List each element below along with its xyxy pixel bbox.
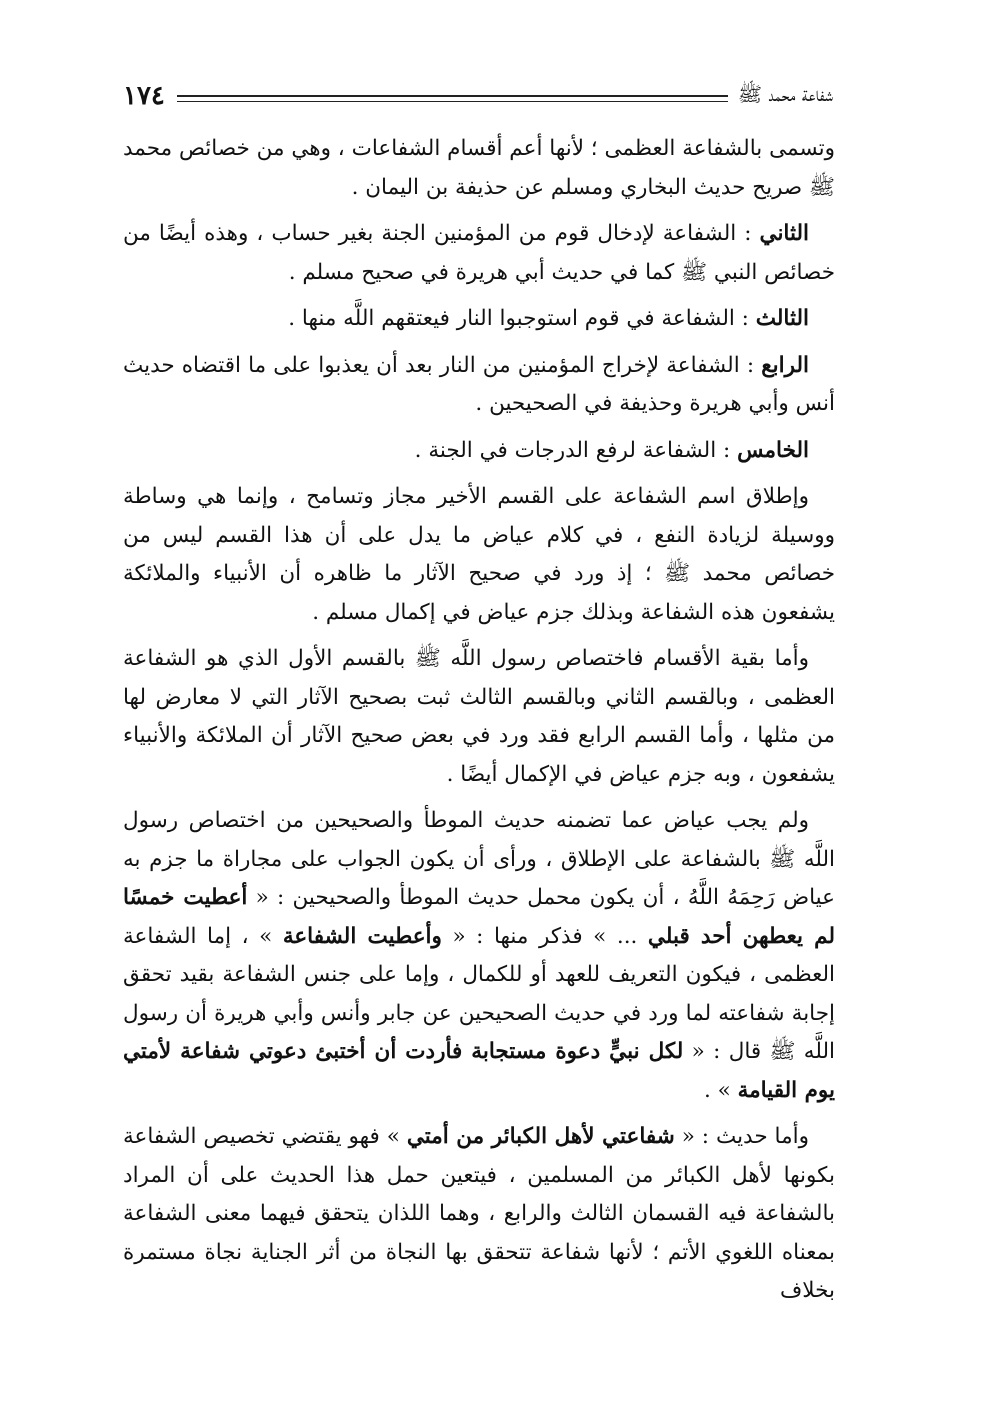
hadith-quote-1: أعطيت خمسًا لم يعطهن أحد قبلي — [123, 885, 835, 949]
paragraph-4-label: الرابع — [761, 352, 809, 378]
page-number: ١٧٤ — [123, 81, 165, 111]
paragraph-9-text-1: وأما حديث : « — [674, 1124, 809, 1149]
paragraph-5 — [123, 432, 835, 471]
paragraph-8 — [123, 802, 835, 1110]
paragraph-9-text-2: » فهو يقتضي تخصيص الشفاعة بكونها لأهل الكبائر من المسلمين ، فيتعين حمل هذا الحديث على أن المراد بالشفاعة فيه القسمان الثالث والرابع ، وهما اللذان يتحقق فيهما معنى الشفاعة بمعناه اللغوي الأتم ؛ لأنها شفاعة تتحقق بها النجاة من أثر الجناية نجاة مستمرة بخلاف — [123, 1124, 835, 1303]
hadith-quote-2: وأعطيت الشفاعة — [282, 923, 442, 949]
paragraph-3 — [123, 300, 835, 339]
paragraph-4 — [123, 347, 835, 424]
paragraph-8-text-3: » ، إما الشفاعة العظمى ، فيكون التعريف للعهد أو للكمال ، وإما على جنس الشفاعة بقيد تحقق إجابة شفاعته لما ورد في حديث الصحيحين عن جابر وأنس وأبي هريرة أن رسول اللَّه ﷺ قال : « — [123, 923, 835, 1064]
paragraph-9 — [123, 1118, 835, 1311]
paragraph-5-text: : الشفاعة لرفع الدرجات في الجنة . — [414, 437, 738, 463]
paragraph-2-label: الثاني — [759, 221, 809, 246]
running-title: شفاعة محمد ﷺ — [737, 81, 833, 106]
body-text — [123, 130, 835, 1319]
hadith-quote-4: شفاعتي لأهل الكبائر من أمتي — [406, 1124, 675, 1149]
paragraph-5-label: الخامس — [737, 437, 809, 463]
paragraph-7: وأما بقية الأقسام فاختصاص رسول اللَّه ﷺ بالقسم الأول الذي هو الشفاعة العظمى ، وبالقسم الثاني وبالقسم الثالث ثبت بصحيح الآثار التي لا معارض لها من مثلها ، وأما القسم الرابع فقد ورد في بعض صحيح الآثار أن الملائكة والأنبياء يشفعون ، وبه جزم عياض في الإكمال أيضًا . — [123, 646, 835, 787]
paragraph-3-label: الثالث — [755, 306, 809, 331]
header-rule — [177, 95, 728, 102]
paragraph-8-text-2: ... » فذكر منها : « — [441, 923, 648, 949]
paragraph-8-text-1: ولم يجب عياض عما تضمنه حديث الموطأ والصحيحين من اختصاص رسول اللَّه ﷺ بالشفاعة على الإطلاق ، ورأى أن يكون الجواب على مجاراة ما جزم به عياض رَحِمَهُ اللَّهُ ، أن يكون محمل حديث الموطأ والصحيحين : « — [123, 808, 835, 910]
paragraph-4-text: : الشفاعة لإخراج المؤمنين من النار بعد أن يعذبوا على ما اقتضاه حديث أنس وأبي هريرة وحذيفة في الصحيحين . — [123, 352, 835, 416]
page-header — [123, 78, 833, 114]
paragraph-3-text: : الشفاعة في قوم استوجبوا النار فيعتقهم اللَّه منها . — [288, 306, 756, 331]
paragraph-2 — [123, 215, 835, 292]
paragraph-6: وإطلاق اسم الشفاعة على القسم الأخير مجاز وتسامح ، وإنما هي وساطة ووسيلة لزيادة النفع ، في كلام عياض ما يدل على أن هذا القسم ليس من خصائص محمد ﷺ ؛ إذ ورد في صحيح الآثار ما ظاهره أن الأنبياء والملائكة يشفعون هذه الشفاعة وبذلك جزم عياض في إكمال مسلم . — [123, 484, 835, 625]
paragraph-2-text: : الشفاعة لإدخال قوم من المؤمنين الجنة بغير حساب ، وهذه أيضًا من خصائص النبي ﷺ كما في حديث أبي هريرة في صحيح مسلم . — [123, 221, 835, 285]
paragraph-1: وتسمى بالشفاعة العظمى ؛ لأنها أعم أقسام الشفاعات ، وهي من خصائص محمد ﷺ صريح حديث البخاري ومسلم عن حذيفة بن اليمان . — [123, 136, 835, 200]
paragraph-8-text-4: » . — [703, 1077, 738, 1103]
hadith-quote-3: لكل نبيٍّ دعوة مستجابة فأردت أن أختبئ دعوتي شفاعة لأمتي يوم القيامة — [123, 1039, 835, 1103]
